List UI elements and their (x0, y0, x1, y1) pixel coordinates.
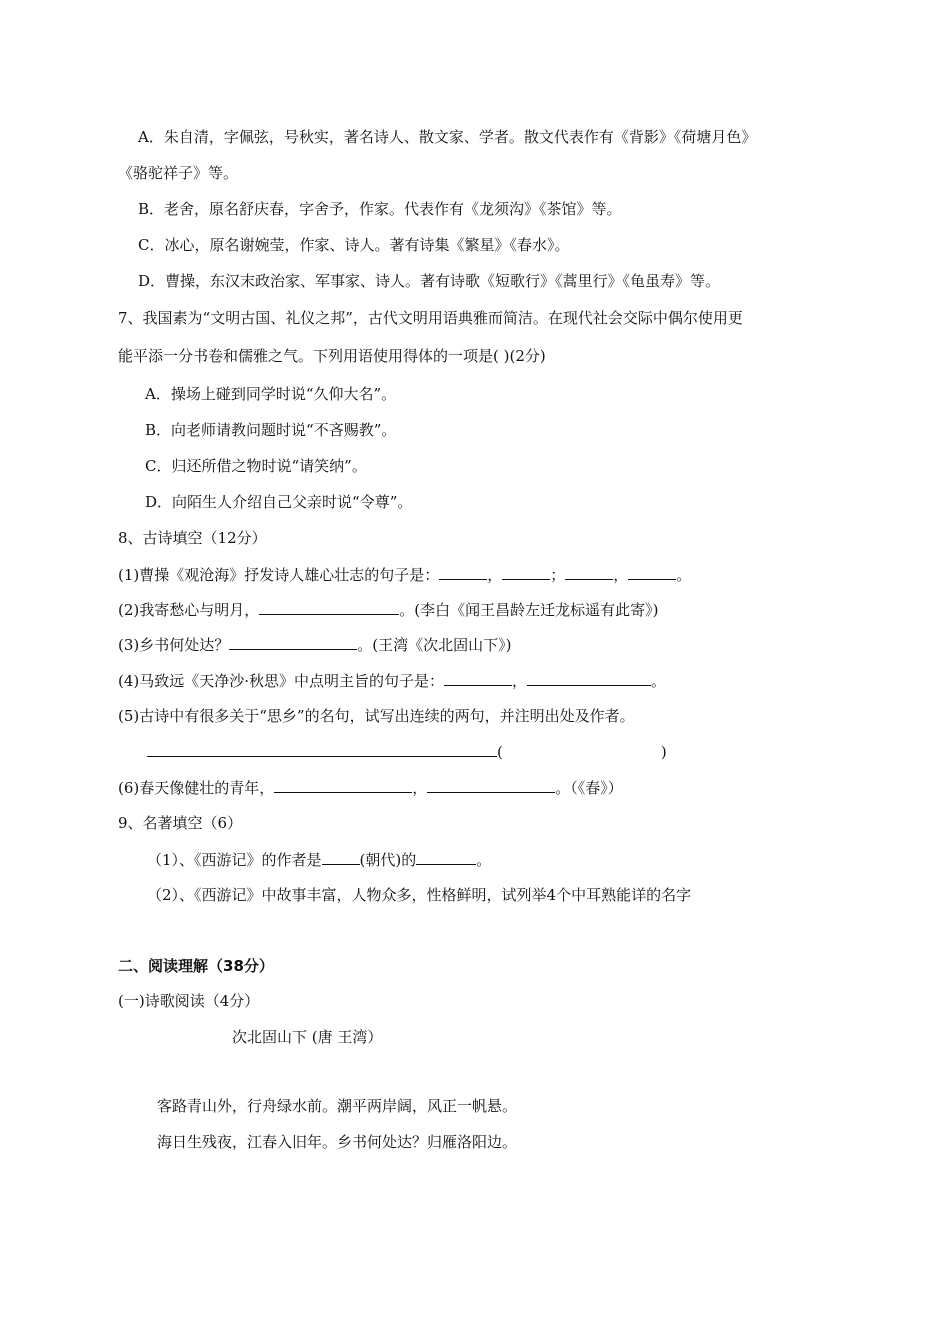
separator: ， (613, 566, 629, 584)
q8-item-4 (118, 670, 666, 691)
separator: 。 (651, 672, 667, 690)
q9-item-1-prompt: （1）、《西游记》的作者是 (147, 851, 322, 869)
q8-item-3-prompt: (3)乡书何处达？ (118, 636, 230, 654)
separator: ， (412, 779, 428, 797)
q6-option-c: C．冰心，原名谢婉莹，作家、诗人。著有诗集《繁星》《春水》。 (138, 236, 570, 254)
separator: ， (487, 566, 503, 584)
q8-item-3-source: 。(王湾《次北固山下》) (357, 636, 512, 654)
poem-line-1: 客路青山外，行舟绿水前。潮平两岸阔，风正一帆悬。 (157, 1097, 518, 1115)
q9-item-1 (147, 849, 491, 870)
q7-stem-line1: 7、我国素为“文明古国、礼仪之邦”，古代文明用语典雅而简洁。在现代社会交际中偶尔使用更 (118, 309, 743, 327)
q8-item-3 (118, 634, 511, 655)
answer-blank[interactable] (565, 564, 613, 580)
q8-item-6-source: 。（《春》） (555, 779, 623, 797)
q9-title: 9、名著填空（6） (118, 814, 243, 832)
poem-line-2: 海日生残夜，江春入旧年。乡书何处达？归雁洛阳边。 (157, 1133, 518, 1151)
answer-blank[interactable] (628, 564, 676, 580)
q6-option-d: D．曹操，东汉末政治家、军事家、诗人。著有诗歌《短歌行》《蒿里行》《龟虽寿》等。 (138, 272, 721, 290)
answer-blank[interactable] (274, 777, 412, 793)
answer-blank[interactable] (502, 564, 550, 580)
q8-item-2 (118, 599, 658, 620)
q6-option-b: B．老舍，原名舒庆春，字舍予，作家。代表作有《龙须沟》《茶馆》等。 (138, 200, 622, 218)
answer-blank[interactable] (427, 777, 555, 793)
q6-option-a-line1: A．朱自清，字佩弦，号秋实，著名诗人、散文家、学者。散文代表作有《背影》《荷塘月色》 (138, 128, 757, 146)
q7-option-c: C．归还所借之物时说“请笑纳”。 (145, 457, 367, 475)
answer-blank[interactable] (229, 634, 357, 650)
separator: ， (512, 672, 528, 690)
q8-item-6-prompt: (6)春天像健壮的青年， (118, 779, 275, 797)
answer-blank[interactable] (527, 670, 651, 686)
answer-blank[interactable] (444, 670, 512, 686)
section-2-title: 二、阅读理解（38分） (118, 957, 274, 975)
q9-item-2: （2）、《西游记》中故事丰富，人物众多，性格鲜明，试列举4个中耳熟能详的名字 (147, 886, 692, 904)
q8-item-1 (118, 564, 691, 585)
q8-item-2-source: 。(李白《闻王昌龄左迁龙标遥有此寄》) (399, 601, 659, 619)
q8-item-1-prompt: (1)曹操《观沧海》抒发诗人雄心壮志的句子是： (118, 566, 440, 584)
q8-item-4-prompt: (4)马致远《天净沙·秋思》中点明主旨的句子是： (118, 672, 445, 690)
q7-stem-line2: 能平添一分书卷和儒雅之气。下列用语使用得体的一项是( )(2分) (118, 347, 546, 365)
section-2-subtitle: (一)诗歌阅读（4分） (118, 992, 260, 1010)
separator: ； (550, 566, 566, 584)
q7-option-d: D．向陌生人介绍自己父亲时说“令尊”。 (145, 493, 413, 511)
q7-option-b: B．向老师请教问题时说“不吝赐教”。 (145, 421, 397, 439)
answer-blank[interactable] (416, 849, 476, 865)
q8-item-2-prompt: (2)我寄愁心与明月， (118, 601, 260, 619)
answer-blank[interactable] (259, 599, 399, 615)
q6-option-a-line2: 《骆驼祥子》等。 (118, 164, 239, 182)
q7-option-a: A．操场上碰到同学时说“久仰大名”。 (145, 385, 397, 403)
open-paren: ( (497, 743, 503, 761)
answer-blank[interactable] (439, 564, 487, 580)
q8-item-5: (5)古诗中有很多关于“思乡”的名句，试写出连续的两句，并注明出处及作者。 (118, 707, 635, 725)
close-paren: ) (660, 743, 667, 761)
answer-blank[interactable] (147, 741, 497, 757)
q8-item-5-answer-row (147, 741, 667, 762)
poem-title: 次北固山下 (唐 王湾） (232, 1028, 383, 1046)
q9-item-1-mid: (朝代)的 (359, 851, 417, 869)
q8-item-6 (118, 777, 623, 798)
q8-title: 8、古诗填空（12分） (118, 529, 267, 547)
separator: 。 (476, 851, 492, 869)
answer-blank[interactable] (322, 849, 360, 865)
separator: 。 (676, 566, 692, 584)
